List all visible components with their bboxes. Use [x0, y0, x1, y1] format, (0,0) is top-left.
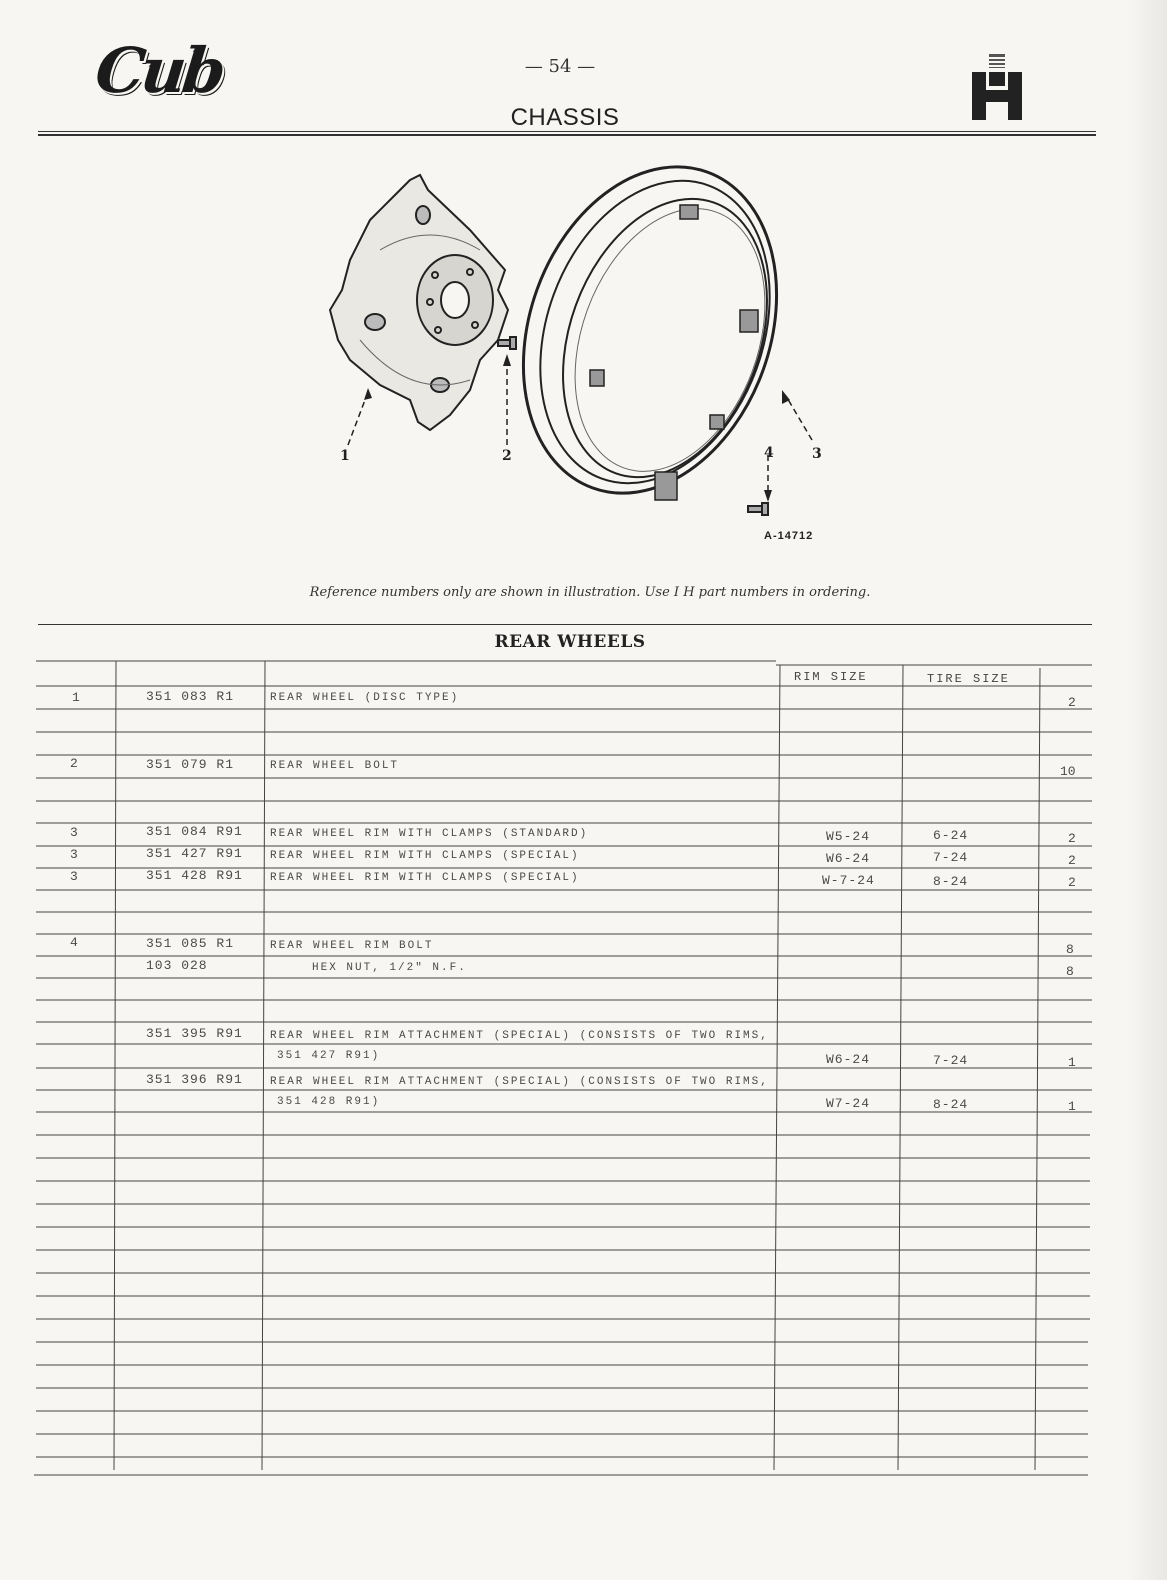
row-description: REAR WHEEL RIM ATTACHMENT (SPECIAL) (CONSISTS OF TWO RIMS, [270, 1030, 769, 1042]
row-quantity: 8 [1066, 942, 1074, 957]
row-description: REAR WHEEL RIM WITH CLAMPS (SPECIAL) [270, 850, 580, 862]
row-ref-number: 2 [70, 756, 78, 771]
row-tire-size: 8-24 [933, 1097, 969, 1112]
table-title: REAR WHEELS [494, 632, 646, 652]
row-part-number: 351 084 R91 [146, 824, 243, 839]
row-quantity: 1 [1068, 1055, 1076, 1070]
row-quantity: 2 [1068, 875, 1076, 890]
row-tire-size: 6-24 [933, 828, 969, 843]
callout-2: 2 [502, 448, 512, 464]
row-ref-number: 3 [70, 847, 78, 862]
row-description-continued: 351 427 R91) [277, 1050, 381, 1062]
row-rim-size: W6-24 [826, 851, 871, 866]
row-ref-number: 3 [70, 869, 78, 884]
column-header-rim-size: RIM SIZE [794, 670, 868, 684]
row-description: REAR WHEEL RIM BOLT [270, 940, 434, 952]
row-ref-number: 4 [70, 935, 78, 950]
cub-logo: Cub [92, 34, 226, 107]
figure-id: A-14712 [764, 530, 814, 542]
section-title: CHASSIS [510, 104, 620, 131]
row-rim-size: W6-24 [826, 1052, 871, 1067]
row-part-number: 351 428 R91 [146, 868, 243, 883]
row-quantity: 2 [1068, 831, 1076, 846]
row-ref-number: 3 [70, 825, 78, 840]
callout-4: 4 [764, 445, 774, 461]
row-rim-size: W7-24 [826, 1096, 871, 1111]
callout-1: 1 [340, 448, 350, 464]
row-tire-size: 7-24 [933, 850, 969, 865]
row-description: REAR WHEEL BOLT [270, 760, 400, 772]
row-description-continued: 351 428 R91) [277, 1096, 381, 1108]
row-part-number: 351 085 R1 [146, 936, 235, 951]
row-description: REAR WHEEL (DISC TYPE) [270, 692, 460, 704]
column-header-tire-size: TIRE SIZE [927, 672, 1010, 686]
row-quantity: 2 [1068, 695, 1076, 710]
row-quantity: 2 [1068, 853, 1076, 868]
row-part-number: 351 427 R91 [146, 846, 243, 861]
ordering-note: Reference numbers only are shown in illustration. Use I H part numbers in ordering. [309, 585, 871, 600]
callout-3: 3 [812, 446, 822, 462]
row-rim-size: W5-24 [826, 829, 871, 844]
row-part-number: 351 395 R91 [146, 1026, 243, 1041]
row-description: REAR WHEEL RIM ATTACHMENT (SPECIAL) (CONSISTS OF TWO RIMS, [270, 1076, 769, 1088]
row-quantity: 10 [1060, 764, 1076, 779]
row-part-number: 351 083 R1 [146, 689, 235, 704]
row-description: HEX NUT, 1/2" N.F. [312, 962, 467, 974]
row-quantity: 8 [1066, 964, 1074, 979]
row-part-number: 103 028 [146, 958, 208, 973]
row-rim-size: W-7-24 [822, 873, 875, 888]
row-tire-size: 7-24 [933, 1053, 969, 1068]
row-description: REAR WHEEL RIM WITH CLAMPS (STANDARD) [270, 828, 589, 840]
row-tire-size: 8-24 [933, 874, 969, 889]
page-number: — 54 — [524, 56, 596, 77]
row-ref-number: 1 [72, 690, 80, 705]
row-description: REAR WHEEL RIM WITH CLAMPS (SPECIAL) [270, 872, 580, 884]
row-quantity: 1 [1068, 1099, 1076, 1114]
row-part-number: 351 079 R1 [146, 757, 235, 772]
row-part-number: 351 396 R91 [146, 1072, 243, 1087]
